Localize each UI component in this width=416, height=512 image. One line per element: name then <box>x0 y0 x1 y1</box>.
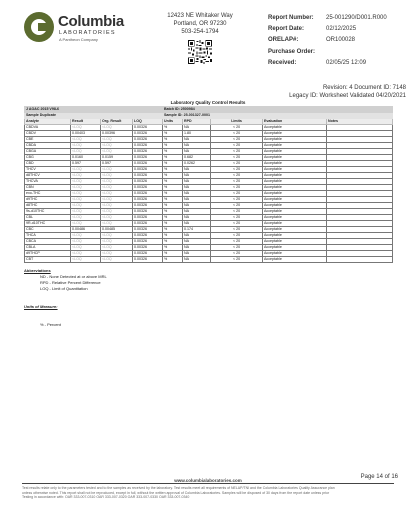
cell-units: % <box>163 167 183 173</box>
col-result: Result <box>71 119 101 125</box>
cell-evaluation: Acceptable <box>263 227 327 233</box>
cell-rpd: NA <box>183 215 211 221</box>
cell-limits: < 20 <box>211 227 263 233</box>
qr-code-icon <box>188 40 212 64</box>
cell-result: <LOQ <box>71 191 101 197</box>
cell-analyte: CBD <box>25 161 71 167</box>
address-phone: 503-254-1794 <box>181 29 219 35</box>
cell-loq: 0.00326 <box>133 155 163 161</box>
cell-units: % <box>163 203 183 209</box>
cell-result: <LOQ <box>71 197 101 203</box>
cell-analyte: THCV <box>25 167 71 173</box>
cell-units: % <box>163 227 183 233</box>
abbreviation-item: ND - None Detected at or above MRL <box>40 274 107 279</box>
cell-evaluation: Acceptable <box>263 167 327 173</box>
cell-units: % <box>163 215 183 221</box>
cell-org-result: <LOQ <box>101 173 133 179</box>
cell-result: <LOQ <box>71 221 101 227</box>
cell-units: % <box>163 239 183 245</box>
col-rpd: RPD <box>183 119 211 125</box>
cell-evaluation: Acceptable <box>263 197 327 203</box>
cell-analyte: CBGA <box>25 149 71 155</box>
cell-analyte: CBDVA <box>25 125 71 131</box>
cell-rpd: NA <box>183 251 211 257</box>
cell-evaluation: Acceptable <box>263 137 327 143</box>
purchase-order-row <box>268 46 412 57</box>
orelap-label: ORELAP#: <box>268 37 299 44</box>
report-date-label: Report Date: <box>268 25 305 32</box>
cell-rpd: NA <box>183 125 211 131</box>
cell-evaluation: Acceptable <box>263 131 327 137</box>
report-number-label: Report Number: <box>268 14 314 21</box>
col-analyte: Analyte <box>25 119 71 125</box>
cell-analyte: d9THC <box>25 197 71 203</box>
cell-rpd: NA <box>183 239 211 245</box>
cell-org-result: 0.00485 <box>101 227 133 233</box>
cell-org-result: <LOQ <box>101 149 133 155</box>
cell-rpd: NA <box>183 137 211 143</box>
cell-rpd: NA <box>183 173 211 179</box>
cell-org-result: 0.597 <box>101 161 133 167</box>
cell-result: <LOQ <box>71 179 101 185</box>
company-name: Columbia <box>58 13 124 30</box>
cell-limits: < 20 <box>211 143 263 149</box>
cell-analyte: CBN <box>25 185 71 191</box>
cell-loq: 0.00326 <box>133 149 163 155</box>
cell-loq: 0.00326 <box>133 173 163 179</box>
cell-org-result: <LOQ <box>101 221 133 227</box>
cell-rpd: NA <box>183 149 211 155</box>
cell-analyte: d9THCP <box>25 251 71 257</box>
cell-evaluation: Acceptable <box>263 125 327 131</box>
cell-rpd: NA <box>183 167 211 173</box>
received-label: Received: <box>268 59 297 66</box>
cell-org-result: <LOQ <box>101 203 133 209</box>
cell-org-result: <LOQ <box>101 191 133 197</box>
footer-website-link[interactable]: www.columbialaboratories.com <box>174 478 242 483</box>
cell-units: % <box>163 209 183 215</box>
qc-batch-id: Batch ID: 2500984 <box>163 107 393 113</box>
cell-evaluation: Acceptable <box>263 203 327 209</box>
cell-limits: < 20 <box>211 191 263 197</box>
cell-org-result: <LOQ <box>101 233 133 239</box>
qc-results-table <box>24 106 393 263</box>
cell-units: % <box>163 173 183 179</box>
cell-loq: 0.00326 <box>133 227 163 233</box>
cell-result: <LOQ <box>71 203 101 209</box>
cell-loq: 0.00326 <box>133 191 163 197</box>
disclaimer-line: Test results relate only to the parameters tested and to the samples as received by the laboratory. Test results meet all requirements of NELAP/TNI and the Columbia Laboratories Quality Assurance plan <box>22 486 335 490</box>
cell-rpd: NA <box>183 257 211 263</box>
cell-result: <LOQ <box>71 149 101 155</box>
cell-org-result: <LOQ <box>101 185 133 191</box>
cell-loq: 0.00326 <box>133 239 163 245</box>
cell-evaluation: Acceptable <box>263 155 327 161</box>
abbreviations-title: Abbreviations <box>24 268 51 273</box>
cell-result: <LOQ <box>71 143 101 149</box>
col-org-result: Org. Result <box>101 119 133 125</box>
cell-units: % <box>163 179 183 185</box>
cell-evaluation: Acceptable <box>263 239 327 245</box>
report-meta <box>268 12 412 68</box>
received-row <box>268 57 412 68</box>
cell-result: 0.00486 <box>71 227 101 233</box>
qc-title: Laboratory Quality Control Results <box>170 100 246 105</box>
cell-limits: < 20 <box>211 203 263 209</box>
cell-org-result: <LOQ <box>101 125 133 131</box>
cell-evaluation: Acceptable <box>263 143 327 149</box>
units-section <box>24 304 61 327</box>
units-title: Units of Measure: <box>24 304 58 309</box>
company-subtitle: LABORATORIES <box>59 30 116 36</box>
cell-analyte: CBT <box>25 257 71 263</box>
cell-rpd: NA <box>183 179 211 185</box>
cell-limits: < 20 <box>211 161 263 167</box>
cell-limits: < 20 <box>211 239 263 245</box>
qc-sample-id: Sample ID: 25-001327-0001 <box>163 113 393 119</box>
cell-loq: 0.00326 <box>133 197 163 203</box>
address-line: 12423 NE Whitaker Way <box>167 13 233 19</box>
page-number: Page 14 of 16 <box>360 474 398 480</box>
cell-rpd: NA <box>183 197 211 203</box>
cell-units: % <box>163 245 183 251</box>
revision-line: Revision: 4 Document ID: 7148 <box>322 85 406 91</box>
cell-units: % <box>163 137 183 143</box>
received-value: 02/05/25 12:09 <box>326 59 367 66</box>
cell-limits: < 20 <box>211 155 263 161</box>
cell-org-result: <LOQ <box>101 245 133 251</box>
cell-analyte: CBC <box>25 227 71 233</box>
cell-loq: 0.00326 <box>133 179 163 185</box>
cell-result: <LOQ <box>71 215 101 221</box>
cell-units: % <box>163 131 183 137</box>
cell-org-result: <LOQ <box>101 137 133 143</box>
cell-limits: < 20 <box>211 137 263 143</box>
cell-org-result: <LOQ <box>101 215 133 221</box>
cell-units: % <box>163 161 183 167</box>
cell-result: <LOQ <box>71 209 101 215</box>
cell-units: % <box>163 149 183 155</box>
cell-rpd: NA <box>183 143 211 149</box>
cell-units: % <box>163 155 183 161</box>
cell-units: % <box>163 125 183 131</box>
company-tagline: A Pantheon Company <box>59 37 98 42</box>
cell-rpd: 0.682 <box>183 155 211 161</box>
cell-analyte: CBCA <box>25 239 71 245</box>
cell-units: % <box>163 143 183 149</box>
cell-loq: 0.00326 <box>133 215 163 221</box>
cell-rpd: NA <box>183 245 211 251</box>
cell-loq: 0.00326 <box>133 251 163 257</box>
cell-limits: < 20 <box>211 167 263 173</box>
col-loq: LOQ <box>133 119 163 125</box>
abbreviation-item: LOQ - Limit of Quantitation <box>40 286 88 291</box>
qc-method: J AOAC 2015 V98-6 <box>25 107 163 113</box>
cell-limits: < 20 <box>211 245 263 251</box>
cell-analyte: CBG <box>25 155 71 161</box>
cell-limits: < 20 <box>211 215 263 221</box>
cell-result: <LOQ <box>71 167 101 173</box>
cell-limits: < 20 <box>211 221 263 227</box>
cell-org-result: <LOQ <box>101 239 133 245</box>
disclaimer-line: Testing in accordance with: OAR 333-007-0310 OAR 333-007-0320 OAR 333-007-0330 OAR 333-007-0340 <box>22 495 190 500</box>
cell-org-result: <LOQ <box>101 251 133 257</box>
cell-analyte: 9s-d10THC <box>25 209 71 215</box>
report-date-row <box>268 23 412 34</box>
cell-analyte: d8THC <box>25 203 71 209</box>
cell-limits: < 20 <box>211 179 263 185</box>
revision-info <box>250 84 406 100</box>
col-units: Units <box>163 119 183 125</box>
cell-loq: 0.00326 <box>133 131 163 137</box>
cell-result: <LOQ <box>71 173 101 179</box>
cell-rpd: NA <box>183 191 211 197</box>
cell-notes <box>327 257 393 263</box>
cell-analyte: CBLA <box>25 245 71 251</box>
footer-disclaimer <box>22 486 394 500</box>
orelap-row <box>268 35 412 46</box>
cell-loq: 0.00326 <box>133 161 163 167</box>
lab-address <box>150 12 250 36</box>
cell-loq: 0.00326 <box>133 125 163 131</box>
cell-org-result: 0.00396 <box>101 131 133 137</box>
qc-sample-type: Sample Duplicate <box>25 113 163 119</box>
address-line: Portland, OR 97230 <box>173 21 227 27</box>
col-limits: Limits <box>211 119 263 125</box>
cell-result: 0.0160 <box>71 155 101 161</box>
cell-analyte: CBE <box>25 137 71 143</box>
cell-analyte: THCA <box>25 233 71 239</box>
col-notes: Notes <box>327 119 393 125</box>
cell-limits: < 20 <box>211 251 263 257</box>
cell-units: % <box>163 221 183 227</box>
cell-org-result: <LOQ <box>101 143 133 149</box>
cell-limits: < 20 <box>211 197 263 203</box>
cell-limits: < 20 <box>211 257 263 263</box>
logo-c-icon <box>24 12 54 42</box>
cell-evaluation: Acceptable <box>263 173 327 179</box>
cell-evaluation: Acceptable <box>263 161 327 167</box>
cell-units: % <box>163 251 183 257</box>
cell-analyte: CBL <box>25 215 71 221</box>
cell-rpd: 1.80 <box>183 131 211 137</box>
cell-loq: 0.00326 <box>133 209 163 215</box>
cell-rpd: 0.0262 <box>183 161 211 167</box>
cell-limits: < 20 <box>211 233 263 239</box>
cell-result: <LOQ <box>71 125 101 131</box>
cell-org-result: <LOQ <box>101 197 133 203</box>
cell-rpd: NA <box>183 209 211 215</box>
cell-loq: 0.00326 <box>133 245 163 251</box>
cell-units: % <box>163 233 183 239</box>
cell-evaluation: Acceptable <box>263 251 327 257</box>
cell-org-result: <LOQ <box>101 179 133 185</box>
cell-rpd: 0.174 <box>183 227 211 233</box>
cell-result: <LOQ <box>71 233 101 239</box>
cell-rpd: NA <box>183 233 211 239</box>
cell-evaluation: Acceptable <box>263 149 327 155</box>
cell-limits: < 20 <box>211 185 263 191</box>
cell-loq: 0.00326 <box>133 167 163 173</box>
cell-analyte: exo-THC <box>25 191 71 197</box>
cell-result: 0.00403 <box>71 131 101 137</box>
cell-org-result: <LOQ <box>101 209 133 215</box>
orelap-value: OR100028 <box>326 37 356 44</box>
cell-limits: < 20 <box>211 125 263 131</box>
cell-evaluation: Acceptable <box>263 191 327 197</box>
report-date-value: 02/12/2025 <box>326 25 357 32</box>
cell-limits: < 20 <box>211 173 263 179</box>
cell-limits: < 20 <box>211 131 263 137</box>
cell-result: <LOQ <box>71 251 101 257</box>
cell-evaluation: Acceptable <box>263 179 327 185</box>
cell-analyte: 9R-d10THC <box>25 221 71 227</box>
cell-org-result: <LOQ <box>101 167 133 173</box>
cell-evaluation: Acceptable <box>263 257 327 263</box>
cell-loq: 0.00326 <box>133 143 163 149</box>
cell-loq: 0.00326 <box>133 185 163 191</box>
cell-evaluation: Acceptable <box>263 215 327 221</box>
table-row <box>25 257 393 263</box>
cell-limits: < 20 <box>211 209 263 215</box>
cell-result: <LOQ <box>71 137 101 143</box>
cell-units: % <box>163 257 183 263</box>
cell-org-result: 0.0159 <box>101 155 133 161</box>
cell-rpd: NA <box>183 203 211 209</box>
abbreviation-item: RPD - Relative Percent Difference <box>40 280 101 285</box>
cell-loq: 0.00326 <box>133 137 163 143</box>
cell-analyte: d8THCV <box>25 173 71 179</box>
cell-evaluation: Acceptable <box>263 185 327 191</box>
cell-units: % <box>163 191 183 197</box>
cell-result: <LOQ <box>71 239 101 245</box>
disclaimer-line: unless otherwise noted. This report shall not be reproduced, except in full, without the written approval of Columbia Laboratories. Samples will be disposed of 30 days from the report date unless prior <box>22 490 330 495</box>
cell-units: % <box>163 185 183 191</box>
report-number-value: 25-001290/D001.R000 <box>326 14 387 21</box>
cell-result: <LOQ <box>71 245 101 251</box>
cell-loq: 0.00326 <box>133 203 163 209</box>
cell-loq: 0.00326 <box>133 221 163 227</box>
cell-analyte: CBDA <box>25 143 71 149</box>
cell-rpd: NA <box>183 221 211 227</box>
company-logo <box>24 12 134 46</box>
cell-limits: < 20 <box>211 149 263 155</box>
cell-result: 0.597 <box>71 161 101 167</box>
cell-org-result: <LOQ <box>101 257 133 263</box>
cell-evaluation: Acceptable <box>263 221 327 227</box>
footer-divider <box>22 483 394 484</box>
cell-analyte: CBDV <box>25 131 71 137</box>
abbreviations-section <box>24 268 107 292</box>
cell-result: <LOQ <box>71 257 101 263</box>
cell-evaluation: Acceptable <box>263 245 327 251</box>
col-evaluation: Evaluation <box>263 119 327 125</box>
cell-analyte: THCVA <box>25 179 71 185</box>
report-number-row <box>268 12 412 23</box>
cell-result: <LOQ <box>71 185 101 191</box>
cell-evaluation: Acceptable <box>263 233 327 239</box>
legacy-id-line: Legacy ID: Worksheet Validated 04/20/2021 <box>289 93 406 99</box>
purchase-order-label: Purchase Order: <box>268 48 316 55</box>
cell-units: % <box>163 197 183 203</box>
cell-loq: 0.00326 <box>133 257 163 263</box>
cell-loq: 0.00326 <box>133 233 163 239</box>
cell-evaluation: Acceptable <box>263 209 327 215</box>
cell-rpd: NA <box>183 185 211 191</box>
unit-item: % - Percent <box>40 322 61 327</box>
